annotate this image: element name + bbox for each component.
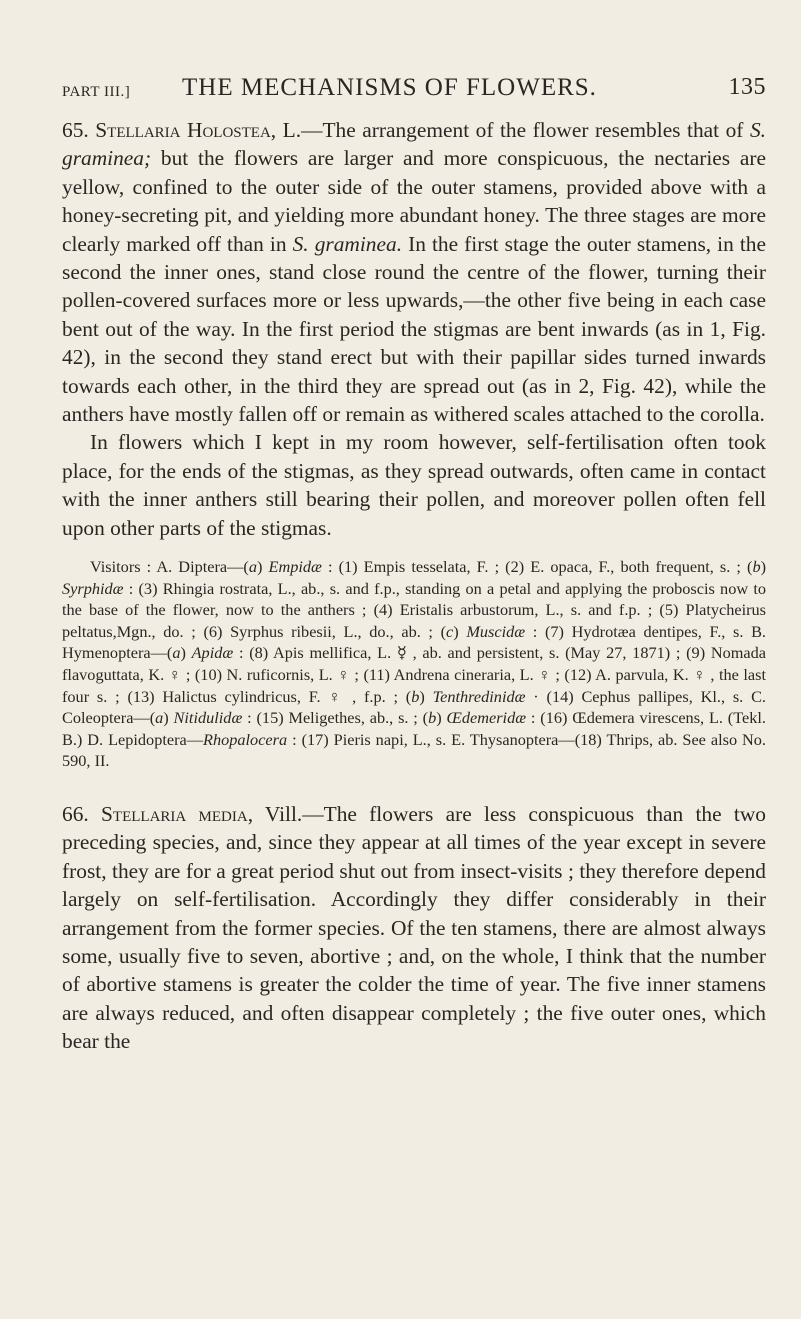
section-65-number: 65. bbox=[62, 118, 89, 142]
section-65-species: Stellaria Holostea bbox=[95, 118, 271, 142]
text-run: —The flowers are less conspicuous than the two preceding species, and, since they appear at all times of the year except in severe frost, they are for a great period shut out from insect-visits ; they therefore depend largely on self-fertilisation. Accordingly they differ considerably in their arrangement from the former species. Of the ten stamens, there are almost always some, usually five to seven, abortive ; and, on the whole, I think that the number of abortive stamens is greater the colder the time of year. The five inner stamens are always reduced, and often disappear completely ; the five outer ones, which bear the bbox=[62, 802, 766, 1054]
book-page bbox=[62, 74, 766, 1056]
visitors-list bbox=[62, 556, 766, 772]
family-name: Œdemeridæ bbox=[446, 708, 527, 728]
text-run: ) bbox=[419, 686, 433, 706]
text-run: : (17) Pieris napi, L., s. E. Thysanoptera—(18) Thrips, ab. See also No. 590, II. bbox=[62, 729, 766, 771]
section-66-number: 66. bbox=[62, 802, 89, 827]
text-run: ) bbox=[163, 708, 174, 728]
text-run: In the first stage the outer stamens, in the second the inner ones, stand close round the centre of the flower, turning their pollen-covered surfaces more or less upwards,—the other five being in each case bent out of the way. In the first period the stigmas are bent inwards (as in 1, Fig. 42), in the second they stand erect but with their papillar sides turned inwards towards each other, in the third they are spread out (as in 2, Fig. 42), while the anthers have mostly fallen off or remain as withered scales attached to the corolla. bbox=[62, 231, 766, 427]
species-ref: S. graminea; bbox=[62, 118, 766, 171]
section-65-paragraph-2: In flowers which I kept in my room however, self-fertilisation often took place, for the ends of the stigmas, as they spread outwards, often came in contact with the inner anthers still bearing their pollen, and moreover pollen often fell upon other parts of the stigmas. bbox=[62, 430, 766, 540]
letter: b bbox=[752, 557, 761, 577]
text-run: ) bbox=[760, 557, 766, 577]
text-run: : (7) Hydrotæa dentipes, F., s. B. Hymenoptera—( bbox=[62, 621, 767, 663]
part-label: PART III.] bbox=[62, 84, 131, 100]
running-head bbox=[62, 74, 766, 108]
letter: a bbox=[248, 557, 257, 577]
family-name: Nitidulidæ bbox=[173, 708, 243, 728]
section-66-paragraph bbox=[62, 800, 766, 1056]
text-run: : (8) Apis mellifica, L. ☿ , ab. and persistent, s. (May 27, 1871) ; (9) Nomada flavoguttata, K. ♀ ; (10) N. ruficornis, L. ♀ ; (11) Andrena cineraria, L. ♀ ; (12) A. parvula, K. ♀ , the last four s. ; (13) Halictus cylindricus, F. ♀ , f.p. ; ( bbox=[62, 643, 767, 706]
letter: b bbox=[428, 708, 437, 728]
species-ref: S. graminea. bbox=[292, 231, 403, 256]
text-run: ) bbox=[436, 708, 447, 728]
family-name: Syrphidæ bbox=[62, 578, 124, 598]
text-run: ) bbox=[256, 557, 269, 577]
section-65-authority: , L. bbox=[270, 118, 302, 142]
text-run: —The arrangement of the flower resembles that of bbox=[301, 118, 750, 142]
running-title: THE MECHANISMS OF FLOWERS. bbox=[182, 74, 597, 101]
family-name: Tenthredinidæ bbox=[432, 686, 526, 706]
section-66-species: Stellaria media bbox=[101, 802, 248, 827]
text-run: · (14) Cephus pallipes, Kl., s. C. Coleoptera—( bbox=[62, 686, 766, 728]
section-66-authority: , Vill. bbox=[247, 802, 303, 827]
letter: a bbox=[172, 643, 181, 663]
family-name: Apidæ bbox=[191, 643, 234, 663]
text-run: but the flowers are larger and more conspicuous, the nectaries are yellow, confined to the outer side of the outer stamens, provided above with a honey-secreting pit, and yielding more abundant honey. The three stages are more clearly marked off than in bbox=[62, 146, 766, 256]
letter: a bbox=[155, 708, 164, 728]
family-name: Rhopalocera bbox=[203, 729, 288, 749]
text-run: Visitors : A. Diptera—( bbox=[90, 557, 249, 577]
family-name: Muscidæ bbox=[466, 621, 526, 641]
page-number: 135 bbox=[728, 74, 766, 100]
text-run: : (15) Meligethes, ab., s. ; ( bbox=[242, 708, 429, 728]
text-run: ) bbox=[453, 621, 467, 641]
text-run: ) bbox=[180, 643, 192, 663]
text-run: : (16) Œdemera virescens, L. (Tekl. B.) D. Lepidoptera— bbox=[62, 708, 766, 749]
text-run: : (3) Rhingia rostrata, L., ab., s. and f.p., standing on a petal and applying the proboscis now to the base of the flower, now to the anthers ; (4) Eristalis arbustorum, L., s. and f.p. ; (5) Platycheirus peltatus,Mgn., do. ; (6) Syrphus ribesii, L., do., ab. ; ( bbox=[62, 578, 766, 641]
family-name: Empidæ bbox=[268, 557, 322, 577]
text-run: : (1) Empis tesselata, F. ; (2) E. opaca, F., both frequent, s. ; ( bbox=[321, 557, 753, 577]
letter: b bbox=[411, 686, 420, 706]
section-65-paragraph-1 bbox=[62, 116, 766, 428]
letter: c bbox=[446, 621, 454, 641]
